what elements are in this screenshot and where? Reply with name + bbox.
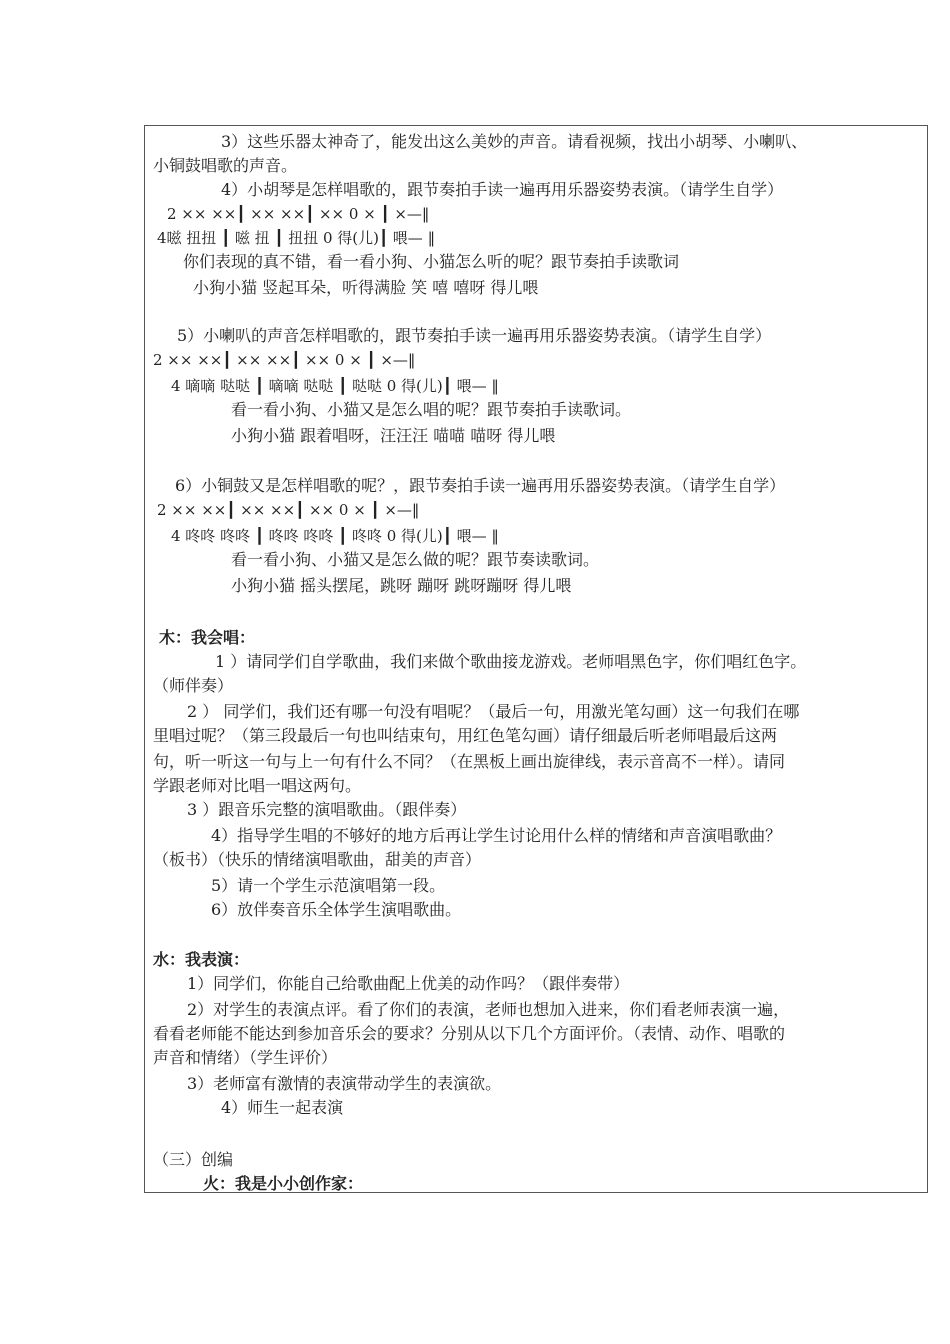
perform-step-2-line-3: 声音和情绪）（学生评价）: [153, 1048, 338, 1067]
sing-step-6: 6）放伴奏音乐全体学生演唱歌曲。: [211, 900, 462, 919]
rhythm-lyrics-trumpet: 4 嘀嘀 哒哒 ┃ 嘀嘀 哒哒 ┃ 哒哒 0 得(儿)┃ 喂— ‖: [171, 377, 499, 395]
sing-step-2: 2 ） 同学们，我们还有哪一句没有唱呢？（最后一句，用激光笔勾画）这一句我们在哪: [187, 702, 800, 721]
drum-lyrics: 小狗小猫 摇头摆尾，跳呀 蹦呀 跳呀蹦呀 得儿喂: [231, 576, 572, 595]
step-3-instrument-video: 3）这些乐器太神奇了，能发出这么美妙的声音。请看视频，找出小胡琴、小喇叭、: [221, 132, 808, 151]
rhythm-lyrics-erhu: 4嗞 扭扭 ┃ 嗞 扭 ┃ 扭扭 0 得(儿)┃ 喂— ‖: [157, 229, 436, 247]
sing-step-4-continuation: （板书）（快乐的情绪演唱歌曲，甜美的声音）: [153, 850, 482, 869]
trumpet-prompt: 看一看小狗、小猫又是怎么唱的呢？跟节奏拍手读歌词。: [231, 400, 632, 419]
erhu-lyrics: 小狗小猫 竖起耳朵，听得满脸 笑 嘻 嘻呀 得儿喂: [193, 278, 539, 297]
perform-step-1: 1）同学们，你能自己给歌曲配上优美的动作吗？（跟伴奏带）: [187, 974, 630, 993]
trumpet-lyrics: 小狗小猫 跟着唱呀，汪汪汪 喵喵 喵呀 得儿喂: [231, 426, 556, 445]
perform-step-2: 2）对学生的表演点评。看了你们的表演，老师也想加入进来，你们看老师表演一遍，: [187, 1000, 790, 1019]
erhu-feedback: 你们表现的真不错，看一看小狗、小猫怎么听的呢？跟节奏拍手读歌词: [183, 252, 680, 271]
sing-step-1: 1 ）请同学们自学歌曲，我们来做个歌曲接龙游戏。老师唱黑色字，你们唱红色字。: [215, 652, 807, 671]
section-heading-sing: 木：我会唱：: [159, 628, 256, 647]
perform-step-2-line-2: 看看老师能不能达到参加音乐会的要求？分别从以下几个方面评价。（表情、动作、唱歌的: [153, 1024, 786, 1043]
lesson-plan-table-cell: [144, 125, 928, 1193]
rhythm-lyrics-drum: 4 咚咚 咚咚 ┃ 咚咚 咚咚 ┃ 咚咚 0 得(儿)┃ 喂— ‖: [171, 527, 499, 545]
sing-step-4: 4）指导学生唱的不够好的地方后再让学生讨论用什么样的情绪和声音演唱歌曲？: [211, 826, 782, 845]
rhythm-notation-trumpet: 2 ×× ××┃ ×× ××┃ ×× 0 × ┃ ×—‖: [153, 351, 416, 369]
sing-step-2-line-4: 学跟老师对比唱一唱这两句。: [153, 776, 362, 795]
sing-step-5: 5）请一个学生示范演唱第一段。: [211, 876, 446, 895]
sing-step-2-line-2: 里唱过呢？（第三段最后一句也叫结束句，用红色笔勾画）请仔细最后听老师唱最后这两: [153, 726, 778, 745]
rhythm-notation-erhu: 2 ×× ××┃ ×× ××┃ ×× 0 × ┃ ×—‖: [167, 205, 430, 223]
perform-step-3: 3）老师富有激情的表演带动学生的表演欲。: [187, 1074, 502, 1093]
rhythm-notation-drum: 2 ×× ××┃ ×× ××┃ ×× 0 × ┃ ×—‖: [157, 501, 420, 519]
step-5-trumpet-rhythm: 5）小喇叭的声音怎样唱歌的，跟节奏拍手读一遍再用乐器姿势表演。（请学生自学）: [177, 326, 772, 345]
step-3-continuation: 小铜鼓唱歌的声音。: [153, 156, 298, 175]
sing-step-1-continuation: （师伴奏）: [153, 676, 234, 695]
step-6-drum-rhythm: 6）小铜鼓又是怎样唱歌的呢？，跟节奏拍手读一遍再用乐器姿势表演。（请学生自学）: [175, 476, 786, 495]
step-4-erhu-rhythm: 4）小胡琴是怎样唱歌的，跟节奏拍手读一遍再用乐器姿势表演。（请学生自学）: [221, 180, 784, 199]
drum-prompt: 看一看小狗、小猫又是怎么做的呢？跟节奏读歌词。: [231, 550, 600, 569]
subsection-heading-creator: 火：我是小小创作家：: [203, 1174, 364, 1193]
sing-step-3: 3 ）跟音乐完整的演唱歌曲。（跟伴奏）: [187, 800, 467, 819]
section-heading-perform: 水：我表演：: [153, 950, 250, 969]
perform-step-4: 4）师生一起表演: [221, 1098, 344, 1117]
sing-step-2-line-3: 句，听一听这一句与上一句有什么不同？（在黑板上画出旋律线，表示音高不一样）。请同: [153, 752, 786, 771]
section-heading-create: （三）创编: [153, 1150, 234, 1169]
